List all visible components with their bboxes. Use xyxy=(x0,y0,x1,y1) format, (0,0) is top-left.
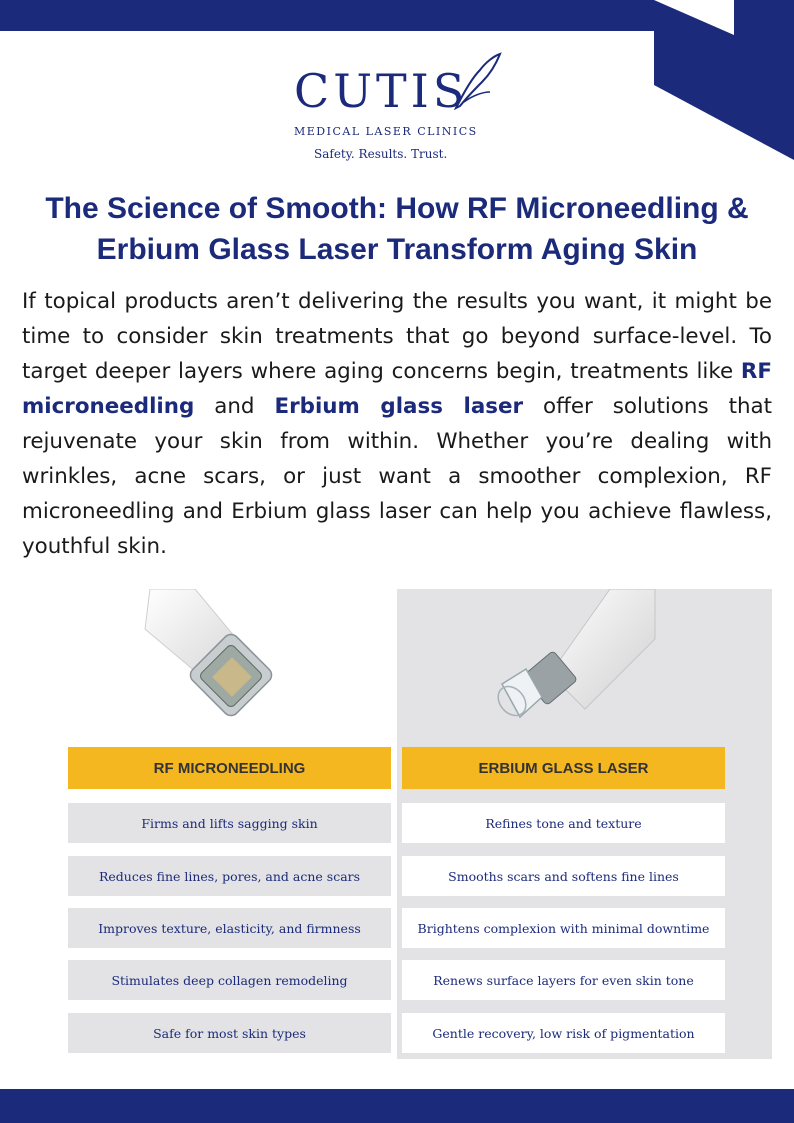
page-title: The Science of Smooth: How RF Microneedling & Erbium Glass Laser Transform Aging Skin xyxy=(45,192,749,266)
erbium-laser-device-image xyxy=(490,589,660,729)
highlight-erbium-glass-laser: Erbium glass laser xyxy=(274,394,524,419)
erbium-benefit-row: Gentle recovery, low risk of pigmentation xyxy=(402,1013,725,1053)
intro-text-3: offer solutions that rejuvenate your skin from within. Whether you’re dealing with wrinkles, acne scars, or just want a smoother complexion, RF microneedling and Erbium glass laser can help you achieve flawless, youthful skin. xyxy=(22,394,773,559)
rf-benefit-row: Improves texture, elasticity, and firmness xyxy=(68,908,391,948)
corner-decoration xyxy=(654,0,794,160)
rf-benefit-row: Reduces fine lines, pores, and acne scars xyxy=(68,856,391,896)
rf-benefit-row: Firms and lifts sagging skin xyxy=(68,803,391,843)
butterfly-icon xyxy=(450,52,502,112)
brand-name: CUTIS xyxy=(294,64,469,118)
brand-subtitle: MEDICAL LASER CLINICS xyxy=(294,125,478,138)
rf-microneedling-device-image xyxy=(140,589,290,729)
brand-logo xyxy=(290,50,505,165)
highlight-rf-microneedling: RF microneedling xyxy=(22,359,772,419)
erbium-benefit-row: Brightens complexion with minimal downtime xyxy=(402,908,725,948)
intro-paragraph xyxy=(22,284,772,564)
brand-tagline: Safety. Results. Trust. xyxy=(314,147,448,161)
rf-benefit-row: Stimulates deep collagen remodeling xyxy=(68,960,391,1000)
intro-text-1: If topical products aren’t delivering the results you want, it might be time to consider skin treatments that go beyond surface-level. To target deeper layers where aging concerns begin, treatments like xyxy=(22,289,772,384)
bottom-accent-bar xyxy=(0,1089,794,1123)
intro-text-2: and xyxy=(194,394,275,419)
erbium-benefit-row: Renews surface layers for even skin tone xyxy=(402,960,725,1000)
erbium-glass-laser-header: ERBIUM GLASS LASER xyxy=(402,747,725,789)
rf-microneedling-header: RF MICRONEEDLING xyxy=(68,747,391,789)
rf-benefit-row: Safe for most skin types xyxy=(68,1013,391,1053)
erbium-benefit-row: Refines tone and texture xyxy=(402,803,725,843)
erbium-benefit-row: Smooths scars and softens fine lines xyxy=(402,856,725,896)
